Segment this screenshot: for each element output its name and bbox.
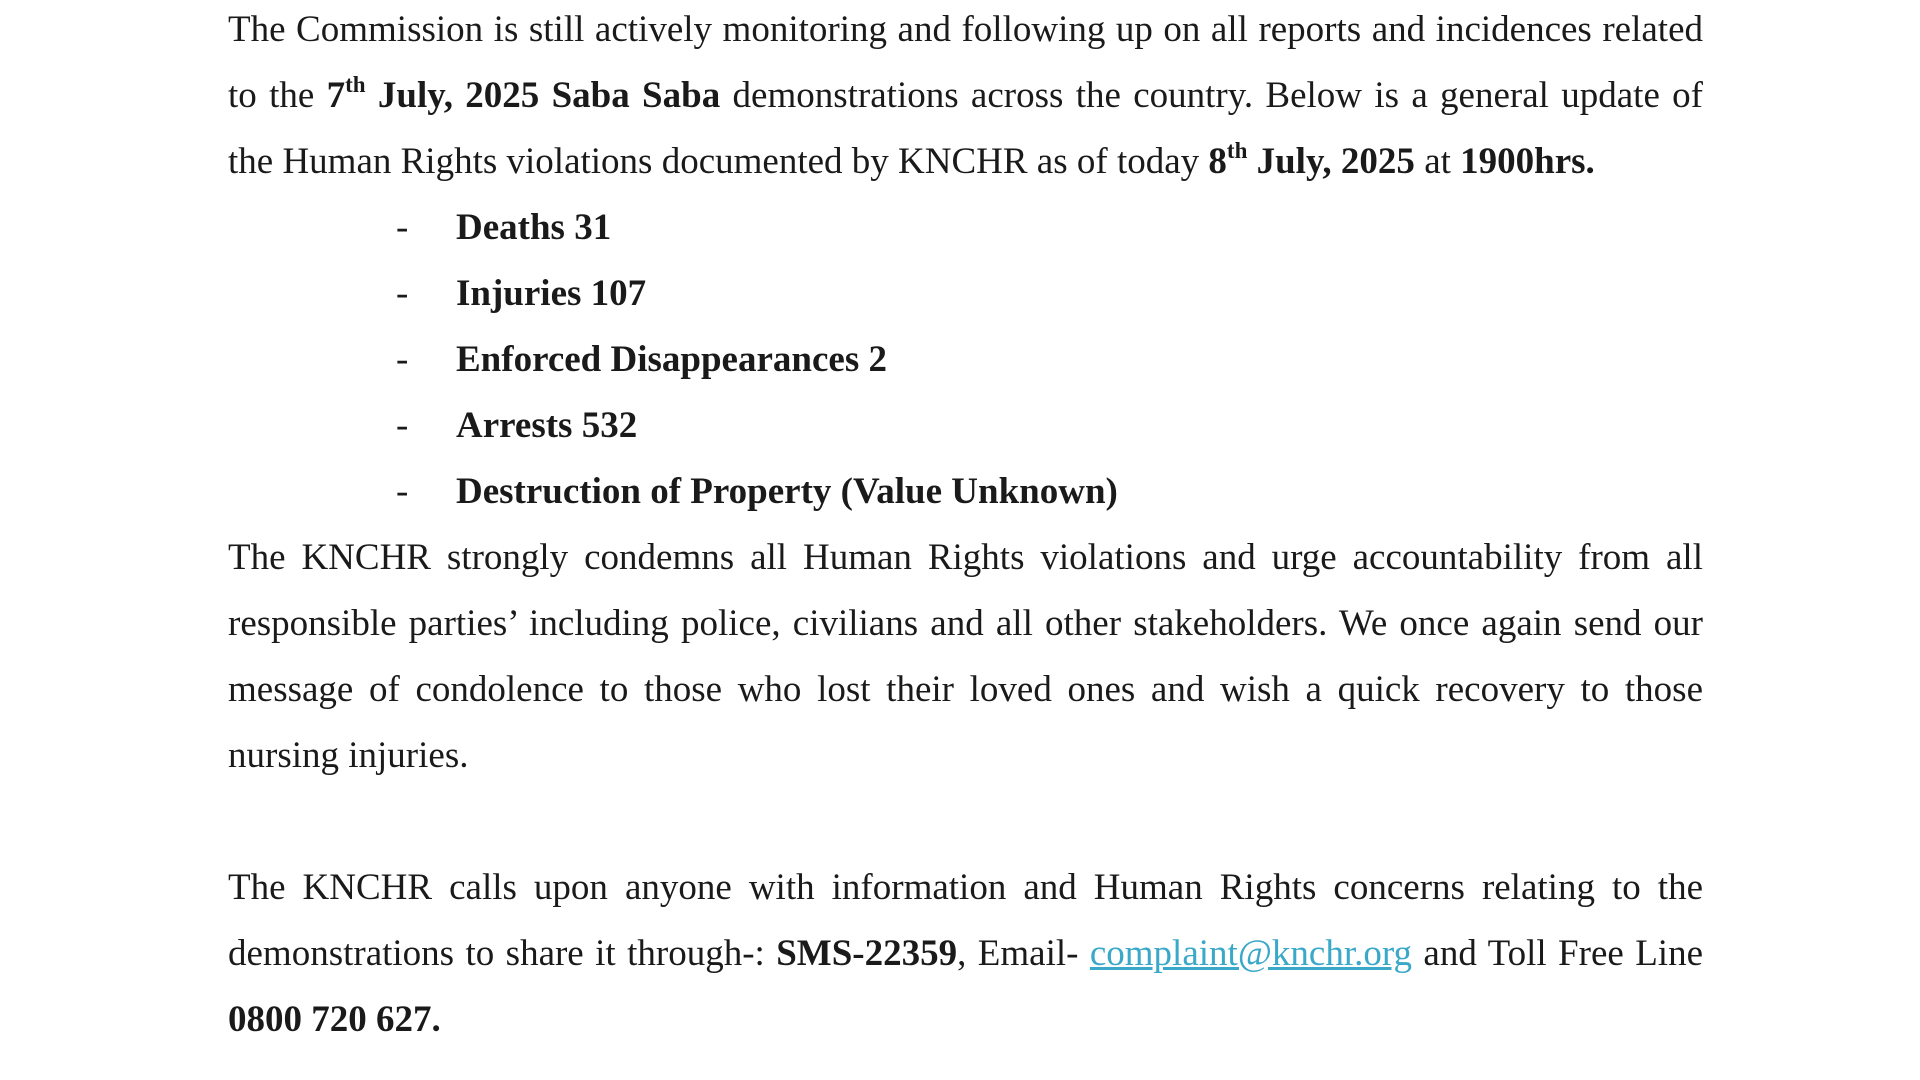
intro-line-1: The Commission is still actively monitoring and following up on all reports and incidences related <box>228 9 1703 50</box>
intro-line-2 <box>228 63 1703 129</box>
contact-paragraph <box>228 855 1703 1053</box>
list-item <box>228 195 1703 261</box>
condemnation-line-2: responsible parties’ including police, civilians and all other stakeholders. We once again send our <box>228 603 1703 644</box>
paragraph-spacer <box>228 789 1703 855</box>
report-day: 8 <box>1208 141 1227 182</box>
list-item <box>228 327 1703 393</box>
list-item <box>228 393 1703 459</box>
toll-free-number: 0800 720 627. <box>228 999 441 1040</box>
email-link[interactable]: complaint@knchr.org <box>1089 933 1413 974</box>
event-day: 7 <box>326 75 346 116</box>
condemnation-line-4: nursing injuries. <box>228 735 469 776</box>
list-dash: - <box>396 405 409 446</box>
event-date <box>326 71 721 116</box>
intro-line-3 <box>228 129 1703 195</box>
condemnation-paragraph <box>228 525 1703 789</box>
list-item-text: Arrests 532 <box>456 405 638 446</box>
report-time: 1900hrs. <box>1460 141 1595 182</box>
contact-line-2 <box>228 921 1703 987</box>
intro-line-3-prefix: the Human Rights violations documented by KNCHR as of today <box>228 141 1209 182</box>
list-item <box>228 459 1703 525</box>
report-day-suffix: th <box>1226 137 1248 163</box>
email-label: , Email- <box>957 933 1090 974</box>
document-page <box>228 0 1703 1053</box>
report-date <box>1208 137 1415 182</box>
list-dash: - <box>396 471 409 512</box>
sms-number: SMS-22359 <box>776 933 958 974</box>
condemnation-line-1: The KNCHR strongly condemns all Human Rights violations and urge accountability from all <box>228 537 1703 578</box>
contact-line-2-prefix: demonstrations to share it through-: <box>228 933 777 974</box>
intro-line-3-at: at <box>1414 141 1461 182</box>
violations-list <box>228 195 1703 525</box>
event-name: July, 2025 Saba Saba <box>365 75 721 116</box>
intro-line-2-suffix: demonstrations across the country. Below is a general update of <box>720 75 1703 116</box>
event-day-suffix: th <box>345 71 366 97</box>
condemnation-line-3: message of condolence to those who lost their loved ones and wish a quick recovery to those <box>228 669 1703 710</box>
list-item-text: Enforced Disappearances 2 <box>456 339 887 380</box>
list-item-text: Injuries 107 <box>456 273 647 314</box>
list-item-text: Deaths 31 <box>456 207 612 248</box>
contact-line-3 <box>228 987 1703 1053</box>
list-item-text: Destruction of Property (Value Unknown) <box>456 471 1118 512</box>
list-dash: - <box>396 273 409 314</box>
contact-line-1: The KNCHR calls upon anyone with information and Human Rights concerns relating to the <box>228 867 1703 908</box>
contact-line-2-suffix: and Toll Free Line <box>1412 933 1703 974</box>
list-item <box>228 261 1703 327</box>
report-month-year: July, 2025 <box>1247 141 1415 182</box>
list-dash: - <box>396 339 409 380</box>
intro-line-2-prefix: to the <box>228 75 327 116</box>
list-dash: - <box>396 207 409 248</box>
intro-paragraph <box>228 0 1703 195</box>
